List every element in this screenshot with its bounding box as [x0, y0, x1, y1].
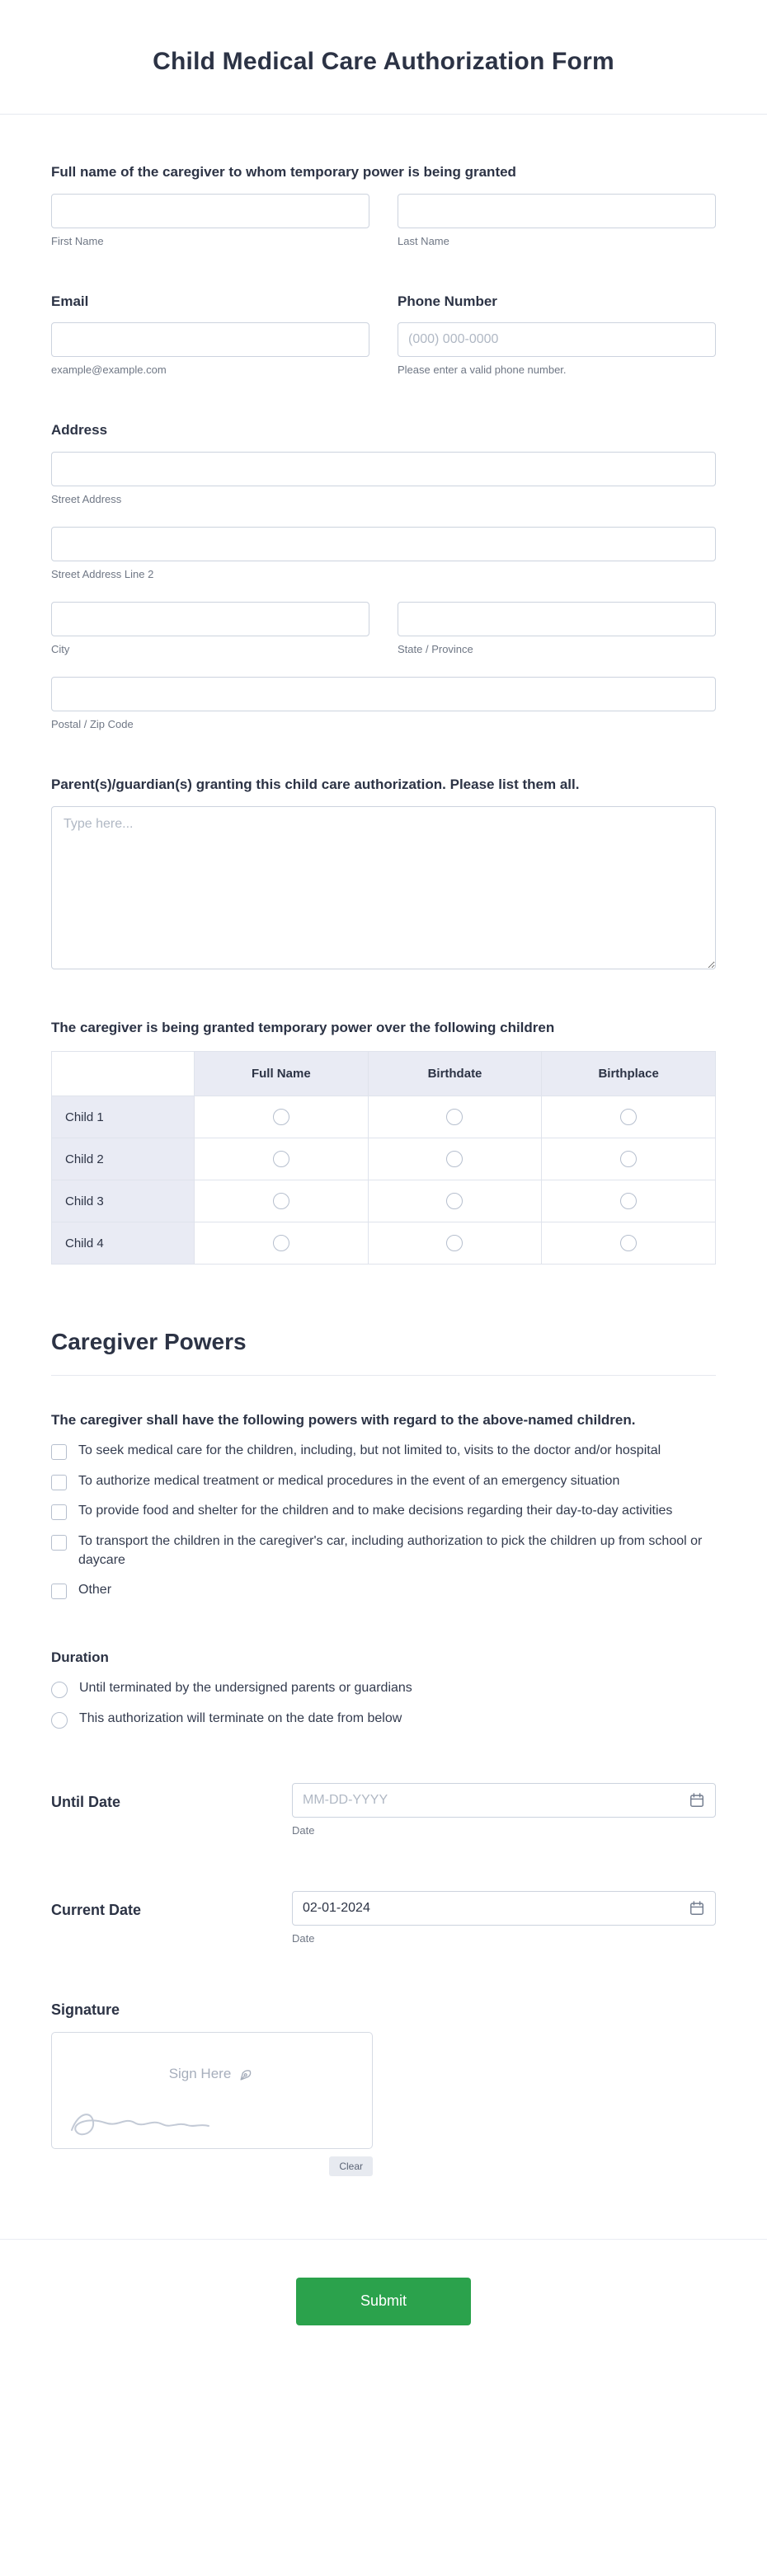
row-header: Child 2	[52, 1138, 195, 1180]
question-duration	[51, 1648, 716, 1729]
calendar-icon[interactable]	[688, 1791, 706, 1809]
column-header-full-name: Full Name	[195, 1052, 369, 1096]
parents-label: Parent(s)/guardian(s) granting this child care authorization. Please list them all.	[51, 776, 580, 792]
row-header: Child 1	[52, 1096, 195, 1138]
matrix-cell[interactable]	[195, 1138, 369, 1180]
phone-input[interactable]	[398, 322, 716, 357]
matrix-cell[interactable]	[195, 1096, 369, 1138]
checkbox-label: To provide food and shelter for the children and to make decisions regarding their day-to-day activities	[78, 1504, 673, 1518]
signature-label: Signature	[51, 2001, 120, 2018]
sign-here-text: Sign Here	[168, 2065, 232, 2081]
question-label: Full name of the caregiver to whom temporary power is being granted	[51, 164, 516, 180]
matrix-cell[interactable]	[542, 1138, 716, 1180]
column-header-birthdate: Birthdate	[368, 1052, 542, 1096]
question-parents-guardians	[51, 775, 716, 974]
first-name-sublabel: First Name	[51, 234, 104, 247]
question-until-date	[51, 1783, 716, 1837]
row-header: Child 3	[52, 1180, 195, 1222]
phone-sublabel: Please enter a valid phone number.	[398, 364, 567, 377]
checkbox-label: To seek medical care for the children, including, but not limited to, visits to the doctor and/or hospital	[78, 1443, 661, 1457]
city-sublabel: City	[51, 642, 70, 655]
checkbox-label: To authorize medical treatment or medical procedures in the event of an emergency situation	[78, 1473, 620, 1488]
checkbox-option-food-shelter[interactable]	[51, 1502, 716, 1521]
page-title: Child Medical Care Authorization Form	[153, 48, 614, 75]
signature-pad[interactable]	[51, 2032, 373, 2149]
signature-stroke	[60, 2102, 250, 2142]
checkbox-option-other[interactable]	[51, 1581, 716, 1600]
checkbox-label: Other	[78, 1583, 112, 1598]
pen-nib-icon	[238, 2066, 255, 2082]
radio-option-terminate-on-date[interactable]	[51, 1710, 716, 1729]
radio-label: This authorization will terminate on the date from below	[79, 1710, 402, 1725]
duration-label: Duration	[51, 1649, 109, 1666]
current-date-input[interactable]	[292, 1891, 716, 1926]
question-current-date	[51, 1891, 716, 1945]
radio-icon[interactable]	[620, 1151, 637, 1167]
question-caregiver-name	[51, 162, 716, 247]
table-corner-cell	[52, 1052, 195, 1096]
calendar-icon[interactable]	[688, 1899, 706, 1917]
last-name-sublabel: Last Name	[398, 234, 449, 247]
postal-code-sublabel: Postal / Zip Code	[51, 717, 134, 730]
submit-area	[0, 2239, 767, 2375]
matrix-cell[interactable]	[368, 1138, 542, 1180]
radio-icon[interactable]	[273, 1151, 289, 1167]
street-address-2-input[interactable]	[51, 527, 716, 561]
last-name-input[interactable]	[398, 194, 716, 228]
radio-icon[interactable]	[620, 1193, 637, 1209]
city-input[interactable]	[51, 602, 369, 636]
until-date-input[interactable]	[292, 1783, 716, 1818]
matrix-cell[interactable]	[368, 1180, 542, 1222]
address-label: Address	[51, 422, 108, 439]
radio-icon[interactable]	[273, 1193, 289, 1209]
matrix-cell[interactable]	[195, 1180, 369, 1222]
radio-icon[interactable]	[51, 1712, 68, 1729]
radio-icon[interactable]	[446, 1193, 463, 1209]
children-table	[51, 1051, 716, 1265]
question-powers	[51, 1410, 716, 1600]
table-row-child-4	[52, 1222, 716, 1265]
checkbox-icon[interactable]	[51, 1535, 67, 1551]
until-date-sublabel: Date	[292, 1823, 315, 1837]
email-sublabel: example@example.com	[51, 364, 167, 377]
form-header	[0, 0, 767, 115]
radio-option-until-terminated[interactable]	[51, 1679, 716, 1698]
street-address-2-sublabel: Street Address Line 2	[51, 567, 154, 580]
children-table-label: The caregiver is being granted temporary power over the following children	[51, 1019, 555, 1035]
radio-icon[interactable]	[620, 1109, 637, 1125]
matrix-cell[interactable]	[368, 1096, 542, 1138]
question-children-table	[51, 1018, 716, 1265]
radio-icon[interactable]	[273, 1235, 289, 1251]
radio-icon[interactable]	[51, 1682, 68, 1698]
question-address	[51, 420, 716, 730]
signature-placeholder	[52, 2066, 372, 2082]
radio-icon[interactable]	[446, 1109, 463, 1125]
current-date-sublabel: Date	[292, 1931, 315, 1945]
checkbox-option-medical-care[interactable]	[51, 1442, 716, 1461]
powers-label: The caregiver shall have the following powers with regard to the above-named children.	[51, 1412, 636, 1429]
matrix-cell[interactable]	[542, 1096, 716, 1138]
street-address-sublabel: Street Address	[51, 492, 122, 505]
radio-icon[interactable]	[446, 1235, 463, 1251]
checkbox-option-emergency-treatment[interactable]	[51, 1472, 716, 1491]
state-input[interactable]	[398, 602, 716, 636]
matrix-cell[interactable]	[542, 1180, 716, 1222]
table-header-row	[52, 1052, 716, 1096]
parents-textarea[interactable]	[51, 806, 716, 969]
matrix-cell[interactable]	[542, 1222, 716, 1265]
state-sublabel: State / Province	[398, 642, 473, 655]
phone-label: Phone Number	[398, 293, 497, 309]
duration-options	[51, 1679, 716, 1729]
email-input[interactable]	[51, 322, 369, 357]
checkbox-icon[interactable]	[51, 1504, 67, 1520]
checkbox-icon[interactable]	[51, 1475, 67, 1490]
powers-options	[51, 1442, 716, 1600]
question-signature	[51, 1999, 716, 2176]
current-date-label: Current Date	[51, 1901, 142, 1918]
radio-icon[interactable]	[273, 1109, 289, 1125]
column-header-birthplace: Birthplace	[542, 1052, 716, 1096]
until-date-label: Until Date	[51, 1793, 121, 1810]
radio-icon[interactable]	[446, 1151, 463, 1167]
email-label: Email	[51, 293, 89, 309]
form-body	[0, 162, 767, 2176]
checkbox-option-transport[interactable]	[51, 1532, 716, 1570]
section-divider	[51, 1375, 716, 1376]
question-email-phone	[51, 292, 716, 377]
first-name-input[interactable]	[51, 194, 369, 228]
row-header: Child 4	[52, 1222, 195, 1265]
radio-label: Until terminated by the undersigned parents or guardians	[79, 1680, 412, 1695]
checkbox-label: To transport the children in the caregiver's car, including authorization to pick the children up from school or daycare	[78, 1534, 703, 1567]
clear-button[interactable]: Clear	[329, 2156, 373, 2176]
submit-button[interactable]: Submit	[296, 2278, 471, 2325]
street-address-input[interactable]	[51, 452, 716, 486]
table-row-child-2	[52, 1138, 716, 1180]
section-heading-caregiver-powers: Caregiver Powers	[51, 1329, 247, 1355]
table-row-child-1	[52, 1096, 716, 1138]
matrix-cell[interactable]	[368, 1222, 542, 1265]
postal-code-input[interactable]	[51, 677, 716, 711]
radio-icon[interactable]	[620, 1235, 637, 1251]
checkbox-icon[interactable]	[51, 1584, 67, 1599]
matrix-cell[interactable]	[195, 1222, 369, 1265]
table-row-child-3	[52, 1180, 716, 1222]
checkbox-icon[interactable]	[51, 1444, 67, 1460]
signature-actions	[51, 2156, 373, 2176]
